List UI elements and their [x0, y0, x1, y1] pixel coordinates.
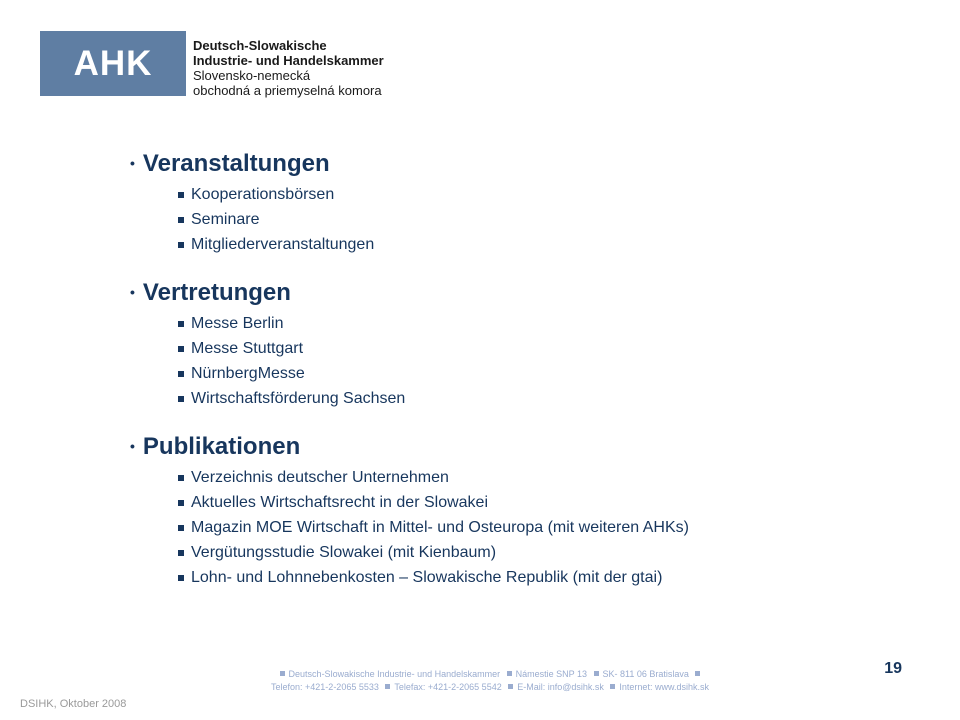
list-item — [178, 565, 930, 590]
list-item — [178, 540, 930, 565]
square-bullet-icon — [178, 321, 184, 327]
list-item-text: Messe Berlin — [191, 315, 284, 332]
list-item-text: Aktuelles Wirtschaftsrecht in der Slowakei — [191, 494, 488, 511]
square-bullet-icon — [178, 475, 184, 481]
list-item-text: Wirtschaftsförderung Sachsen — [191, 390, 406, 407]
logo-line-2: Industrie- und Handelskammer — [193, 53, 384, 68]
list-item — [178, 490, 930, 515]
section-heading — [130, 279, 930, 307]
section-title: Veranstaltungen — [142, 150, 330, 177]
footer-website: Internet: www.dsihk.sk — [619, 682, 709, 692]
square-bullet-icon — [178, 217, 184, 223]
footer-address-line — [220, 669, 760, 679]
bullet-icon: • — [130, 438, 135, 454]
footer-date-note: DSIHK, Oktober 2008 — [20, 698, 127, 710]
logo-abbr: AHK — [73, 43, 153, 83]
section-title: Vertretungen — [142, 279, 291, 306]
bullet-icon: • — [130, 155, 135, 171]
list-item-text: Seminare — [191, 211, 260, 228]
logo-line-4: obchodná a priemyselná komora — [193, 83, 382, 98]
bullet-icon: • — [130, 284, 135, 300]
square-bullet-icon — [178, 346, 184, 352]
page-number: 19 — [884, 660, 902, 677]
list-item-text: Messe Stuttgart — [191, 340, 304, 357]
ahk-logo — [40, 31, 186, 96]
footer-separator-icon — [385, 684, 390, 689]
section-heading — [130, 433, 930, 461]
square-bullet-icon — [178, 550, 184, 556]
footer-street: Námestie SNP 13 — [515, 669, 588, 679]
list-item-text: Verzeichnis deutscher Unternehmen — [191, 469, 449, 486]
square-bullet-icon — [178, 500, 184, 506]
footer-fax: Telefax: +421-2-2065 5542 — [394, 682, 502, 692]
list-item-text: Vergütungsstudie Slowakei (mit Kienbaum) — [191, 544, 497, 561]
square-bullet-icon — [178, 242, 184, 248]
list-item-text: Magazin MOE Wirtschaft in Mittel- und Osteuropa (mit weiteren AHKs) — [191, 519, 689, 536]
section-vertretungen — [130, 279, 930, 411]
footer-phone: Telefon: +421-2-2065 5533 — [271, 682, 379, 692]
footer-email: E-Mail: info@dsihk.sk — [517, 682, 604, 692]
logo-line-3: Slovensko-nemecká — [193, 68, 311, 83]
list-item-text: Kooperationsbörsen — [191, 186, 335, 203]
slide-content — [130, 150, 930, 612]
footer-separator-icon — [610, 684, 615, 689]
list-item-text: NürnbergMesse — [191, 365, 305, 382]
list-item — [178, 336, 930, 361]
footer-org: Deutsch-Slowakische Industrie- und Handelskammer — [288, 669, 501, 679]
list-item — [178, 386, 930, 411]
section-veranstaltungen — [130, 150, 930, 257]
list-item — [178, 207, 930, 232]
footer-separator-icon — [508, 684, 513, 689]
square-bullet-icon — [178, 575, 184, 581]
list-item — [178, 515, 930, 540]
logo-organization-name — [193, 38, 384, 98]
list-item — [178, 182, 930, 207]
square-bullet-icon — [178, 371, 184, 377]
logo-line-1: Deutsch-Slowakische — [193, 38, 327, 53]
list-item — [178, 465, 930, 490]
footer-separator-icon — [594, 671, 599, 676]
list-item-text: Lohn- und Lohnnebenkosten – Slowakische Republik (mit der gtai) — [191, 569, 663, 586]
footer-separator-icon — [507, 671, 512, 676]
square-bullet-icon — [178, 525, 184, 531]
square-bullet-icon — [178, 396, 184, 402]
footer-contact-line — [220, 682, 760, 692]
list-item — [178, 311, 930, 336]
section-heading — [130, 150, 930, 178]
square-bullet-icon — [178, 192, 184, 198]
list-item-text: Mitgliederveranstaltungen — [191, 236, 375, 253]
list-item — [178, 361, 930, 386]
section-publikationen — [130, 433, 930, 590]
section-title: Publikationen — [142, 433, 301, 460]
footer-city: SK- 811 06 Bratislava — [602, 669, 689, 679]
list-item — [178, 232, 930, 257]
footer-separator-icon — [695, 671, 700, 676]
footer-separator-icon — [280, 671, 285, 676]
